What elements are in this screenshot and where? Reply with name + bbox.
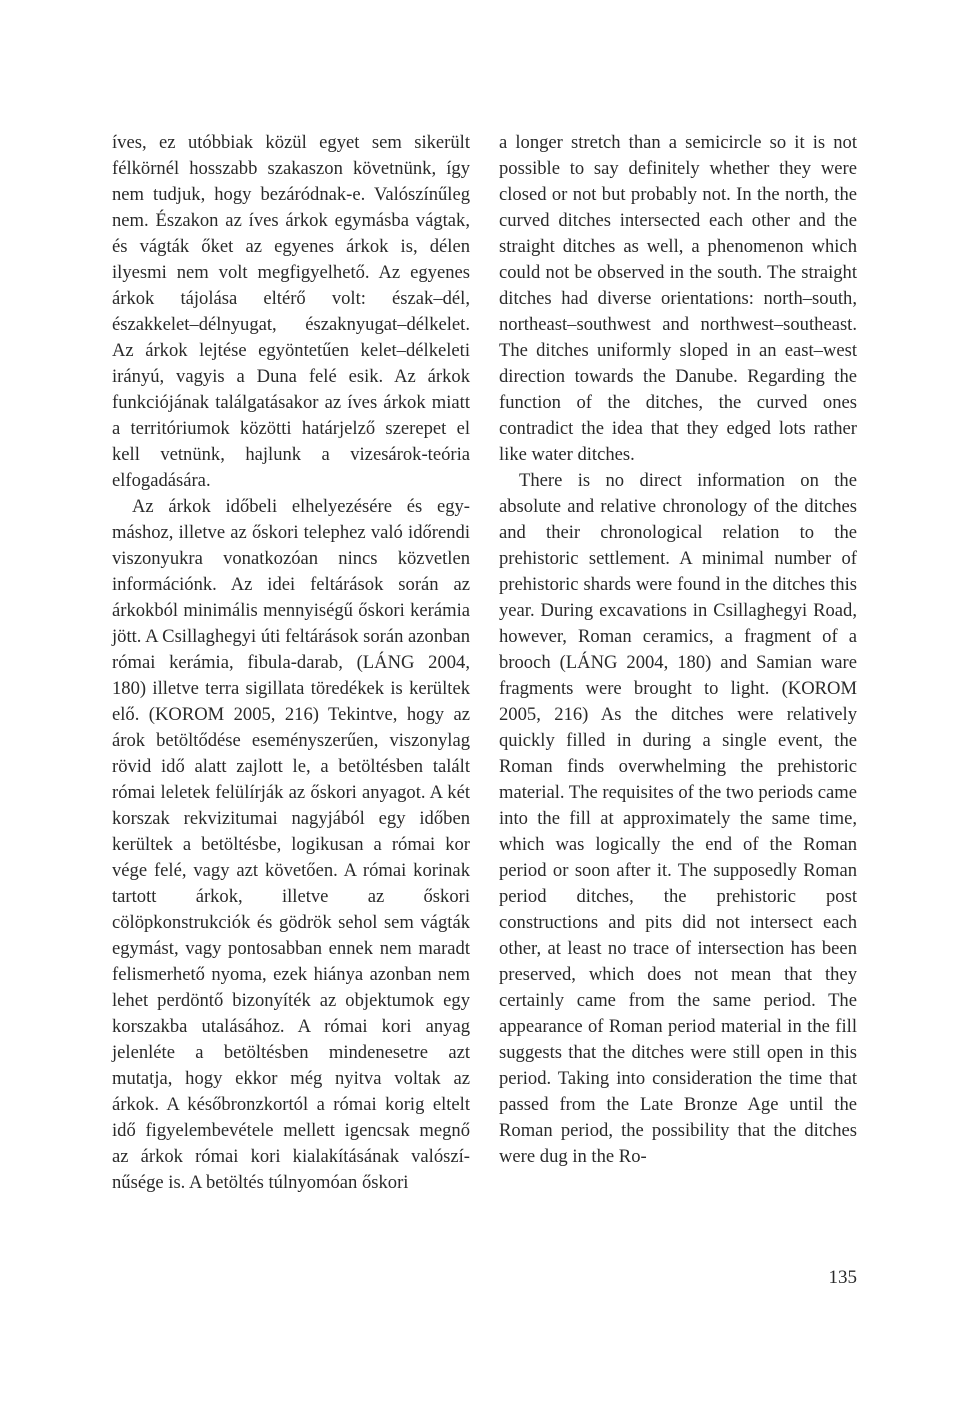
paragraph: a longer stretch than a semicircle so it is not possible to say definitely whether they were closed or not but probably not. In the north, the curved ditches intersected each other and the straight ditches as well, a phenomenon which could not be observed in the south. The straight ditches had diverse orientations: north–south, northeast–southwest and northwest–southeast. The ditches uniformly sloped in an east–west direction towards the Danube. Regarding the function of the ditches, the curved ones contradict the idea that they edged lots rather like water ditches. [499,132,857,465]
left-column-hungarian [112,130,470,1196]
paragraph: íves, ez utóbbiak közül egyet sem sikerült félkörnél hosszabb szakaszon követnünk, így nem tudjuk, hogy bezáródnak-e. Valószínűleg nem. Északon az íves árkok egymásba vágtak, és vágták őket az egyenes árkok is, délen ilyesmi nem volt megfigyelhető. Az egyenes árkok tájolása eltérő volt: észak–dél, északkelet–délnyugat, északnyugat–délkelet. Az árkok lejtése egyöntetűen kelet–délkeleti irányú, vagyis a Duna felé esik. Az árkok funkciójának találgatásakor az íves árkok miatt a territóriumok közötti határjelző szerepet el kell vetnünk, hajlunk a vizesárok-teória elfogadására. [112,132,470,491]
paragraph: Az árkok időbeli elhelyezésére és egymáshoz, illetve az őskori telephez való időrendi viszonyukra vonatkozóan nincs közvetlen információnk. Az idei feltárások során az árkokból minimális mennyiségű őskori kerámia jött. A Csillaghegyi úti feltárások során azonban római kerámia, fibula-darab, (LÁNG 2004, 180) illetve terra sigillata töredékek is kerültek elő. (KOROM 2005, 216) Tekintve, hogy az árok betöltődése eseményszerűen, viszonylag rövid idő alatt zajlott le, a betöltésben talált római leletek felülírják az őskori anyagot. A két korszak rekvizitumai nagyjából egy időben kerültek a betöltésbe, logikusan a római kor vége felé, vagy azt követően. A római korinak tartott árkok, illetve az őskori cölöpkonstrukciók és gödrök sehol sem vágták egymást, vagy pontosabban ennek nem maradt felismerhető nyoma, ezek hiánya azonban nem lehet perdöntő bizonyíték az objektumok egy korszakba utalásához. A római kori anyag jelenléte a betöltésben mindenesetre azt mutatja, hogy ekkor még nyitva voltak az árkok. A későbronzkortól a római korig eltelt idő figyelembevétele mellett igencsak megnő az árkok római kori kialakításának valószínűsége is. A betöltés túlnyomóan őskori [112,496,470,1193]
page-number: 135 [828,1267,857,1288]
paragraph: There is no direct information on the absolute and relative chronology of the ditches and their chronological relation to the prehistoric settlement. A minimal number of prehistoric shards were found in the ditches this year. During excavations in Csillaghegyi Road, however, Roman ceramics, a fragment of a brooch (LÁNG 2004, 180) and Samian ware fragments were brought to light. (KOROM 2005, 216) As the ditches were relatively quickly filled in during a single event, the Roman finds overwhelming the prehistoric material. The requisites of the two periods came into the fill at approximately the same time, which was logically the end of the Roman period or soon after it. The supposedly Roman period ditches, the prehistoric post constructions and pits did not intersect each other, at least no trace of intersection has been preserved, which does not mean that they certainly came from the same period. The appearance of Roman period material in the fill suggests that the ditches were still open in this period. Taking into consideration the time that passed from the Late Bronze Age until the Roman period, the possibility that the ditches were dug in the Ro- [499,470,857,1167]
right-column-english [499,130,857,1170]
